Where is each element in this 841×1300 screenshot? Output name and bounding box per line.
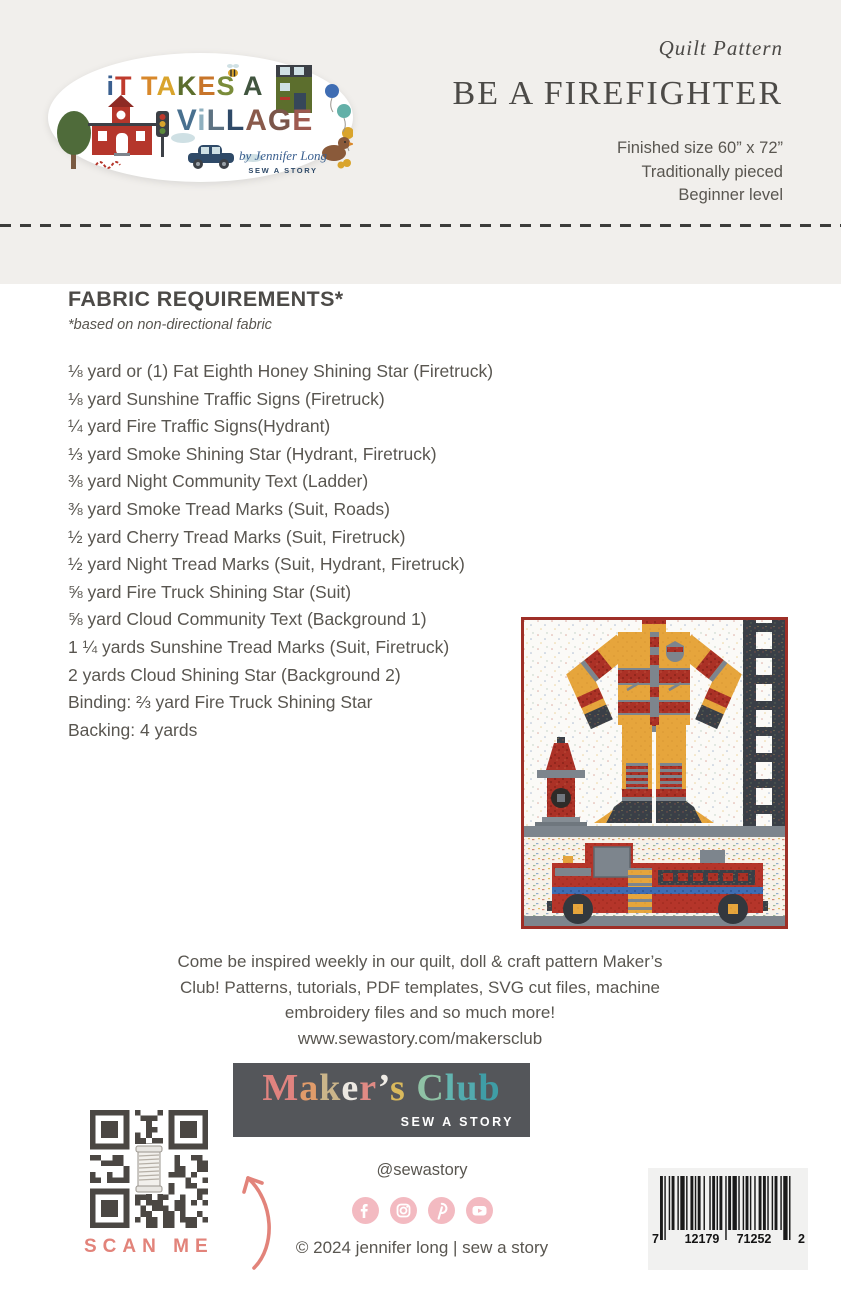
youtube-icon[interactable] [466, 1197, 493, 1224]
fabric-requirement-item: ⅓ yard Smoke Shining Star (Hydrant, Firetruck) [68, 443, 437, 464]
letter [132, 71, 141, 101]
upc-barcode [648, 1168, 808, 1270]
dashed-divider [0, 224, 841, 227]
fabric-requirement-item: Backing: 4 yards [68, 719, 198, 740]
squiggle-road-icon [96, 162, 120, 168]
barcode-digit: 7 [652, 1232, 659, 1246]
letter: L [206, 104, 226, 137]
letter: u [456, 1067, 479, 1109]
letter: A [245, 104, 268, 137]
fabric-requirements-list [68, 358, 528, 744]
qr-code[interactable] [90, 1110, 208, 1228]
letter: S [216, 71, 236, 101]
letter: T [114, 71, 133, 101]
footer-center [240, 1161, 604, 1258]
letter: s [390, 1067, 406, 1109]
promo-line: Come be inspired weekly in our quilt, doll & craft pattern Maker’s [177, 952, 663, 971]
page-title: BE A FIREFIGHTER [452, 75, 783, 112]
thread-spool-icon [132, 1144, 166, 1194]
letter: A [156, 71, 177, 101]
fabric-requirement-item: ⅝ yard Fire Truck Shining Star (Suit) [68, 581, 352, 602]
fabric-requirement-item: Binding: ⅔ yard Fire Truck Shining Star [68, 692, 373, 713]
letter [406, 1067, 417, 1109]
fabric-requirement-item: ⅛ yard Sunshine Traffic Signs (Firetruck) [68, 388, 385, 409]
finished-size-label: Finished size 60” x 72” [617, 139, 783, 157]
letter: M [262, 1067, 300, 1109]
makers-club-title [233, 1069, 530, 1107]
social-handle: @sewastory [376, 1161, 468, 1179]
fabric-requirements-heading: FABRIC REQUIREMENTS* [68, 287, 344, 311]
letter: k [319, 1067, 342, 1109]
level-label: Beginner level [678, 186, 783, 204]
barcode-digits-group: 71252 [736, 1232, 772, 1246]
social-icons-row [240, 1197, 604, 1224]
promo-line: Club! Patterns, tutorials, PDF templates, SVG cut files, machine [180, 977, 660, 997]
letter: C [416, 1067, 445, 1109]
header-block [400, 36, 783, 208]
letter: T [141, 71, 157, 101]
letter: l [444, 1067, 457, 1109]
fabric-requirement-item: 2 yards Cloud Shining Star (Background 2) [68, 664, 401, 685]
barcode-digits-group: 12179 [684, 1232, 720, 1246]
letter: E [197, 71, 217, 101]
letter: i [106, 71, 115, 101]
car-icon [188, 145, 234, 169]
makers-club-subtitle: SEW A STORY [400, 1115, 514, 1129]
makersclub-url[interactable]: www.sewastory.com/makersclub [297, 1028, 543, 1048]
fabric-requirement-item: 1 ¼ yards Sunshine Tread Marks (Suit, Firetruck) [68, 636, 450, 657]
makers-club-banner [233, 1063, 530, 1137]
promo-line: embroidery files and so much more! [284, 1003, 556, 1022]
letter: ’ [377, 1067, 391, 1109]
makers-club-promo [70, 949, 770, 1051]
fabric-requirement-item: ⅜ yard Smoke Tread Marks (Suit, Roads) [68, 498, 390, 519]
letter: i [197, 104, 207, 137]
letter: L [225, 104, 246, 137]
letter: G [267, 104, 293, 137]
logo-brand: SEW A STORY [248, 166, 318, 175]
letter: a [299, 1067, 320, 1109]
fabric-requirements-note: *based on non-directional fabric [68, 317, 272, 333]
letter: K [177, 71, 198, 101]
logo-byline: by Jennifer Long [238, 148, 328, 163]
letter: r [359, 1067, 378, 1109]
instagram-icon[interactable] [390, 1197, 417, 1224]
copyright-text: © 2024 jennifer long | sew a story [295, 1238, 549, 1257]
letter: e [341, 1067, 360, 1109]
letter [236, 71, 244, 101]
logo-line1 [85, 73, 285, 100]
barcode-digit: 2 [798, 1232, 805, 1246]
pieced-label: Traditionally pieced [641, 162, 783, 181]
letter: E [292, 104, 314, 137]
facebook-icon[interactable] [352, 1197, 379, 1224]
fabric-requirement-item: ¼ yard Fire Traffic Signs(Hydrant) [68, 416, 331, 437]
quilt-preview-image [521, 617, 788, 929]
logo-line2 [145, 106, 345, 136]
letter: A [243, 71, 264, 101]
it-takes-a-village-logo [48, 53, 353, 182]
letter: V [176, 104, 198, 137]
pattern-type-label: Quilt Pattern [658, 36, 783, 60]
fabric-requirement-item: ⅛ yard or (1) Fat Eighth Honey Shining Star (Firetruck) [68, 361, 494, 381]
fabric-requirement-item: ½ yard Cherry Tread Marks (Suit, Firetruck) [68, 526, 406, 547]
fabric-requirement-item: ⅜ yard Night Community Text (Ladder) [68, 471, 369, 492]
tree-icon [57, 111, 91, 169]
scan-me-label: SCAN ME [84, 1236, 214, 1257]
pinterest-icon[interactable] [428, 1197, 455, 1224]
fabric-requirement-item: ⅝ yard Cloud Community Text (Background 1) [68, 609, 427, 630]
letter: b [478, 1067, 501, 1109]
fabric-requirement-item: ½ yard Night Tread Marks (Suit, Hydrant, Firetruck) [68, 554, 465, 575]
